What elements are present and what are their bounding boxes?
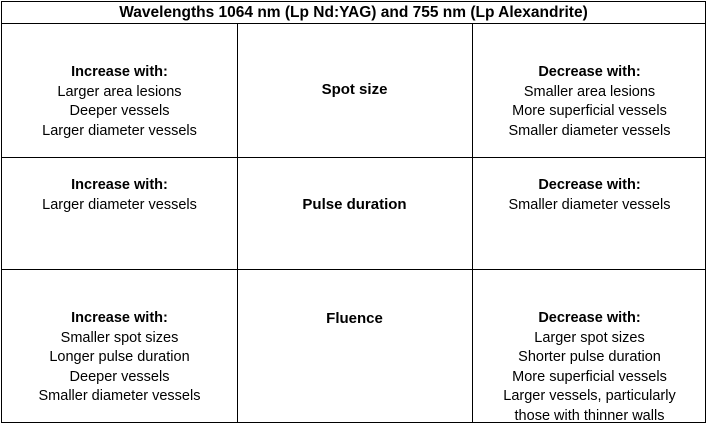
increase-heading: Increase with: [71,177,168,193]
parameter-pulse-duration: Pulse duration [302,196,407,213]
increase-heading: Increase with: [71,64,168,80]
decrease-heading: Decrease with: [538,310,641,326]
decrease-item: Smaller area lesions [523,83,656,100]
increase-item: Smaller diameter vessels [38,388,201,404]
parameter-spot-size: Spot size [321,81,388,98]
decrease-cell-fluence [472,309,707,426]
increase-item: Larger diameter vessels [42,122,197,139]
increase-cell-pulse-duration [2,176,237,215]
row-divider [2,157,705,158]
decrease-item: those with thinner walls [514,407,665,424]
decrease-item: More superficial vessels [512,368,667,385]
decrease-item: Shorter pulse duration [518,349,661,365]
increase-item: Deeper vessels [69,103,170,119]
decrease-item: Larger vessels, particularly [503,388,676,404]
decrease-cell-pulse-duration [472,176,707,215]
laser-parameters-table [1,1,706,423]
increase-item: Smaller spot sizes [60,329,179,346]
increase-item: Larger area lesions [57,83,182,100]
parameter-fluence: Fluence [326,310,383,327]
increase-item: Longer pulse duration [49,349,190,365]
increase-item: Larger diameter vessels [42,196,197,213]
decrease-item: Smaller diameter vessels [508,196,671,213]
increase-cell-spot-size [2,63,237,141]
decrease-item: Larger spot sizes [534,329,645,346]
decrease-heading: Decrease with: [538,64,641,80]
increase-heading: Increase with: [71,310,168,326]
row-divider [2,269,705,270]
decrease-item: More superficial vessels [512,103,667,119]
decrease-heading: Decrease with: [538,177,641,193]
decrease-item: Smaller diameter vessels [508,122,671,139]
increase-cell-fluence [2,309,237,407]
table-title: Wavelengths 1064 nm (Lp Nd:YAG) and 755 nm (Lp Alexandrite) [2,2,705,24]
increase-item: Deeper vessels [69,368,170,385]
decrease-cell-spot-size [472,63,707,141]
